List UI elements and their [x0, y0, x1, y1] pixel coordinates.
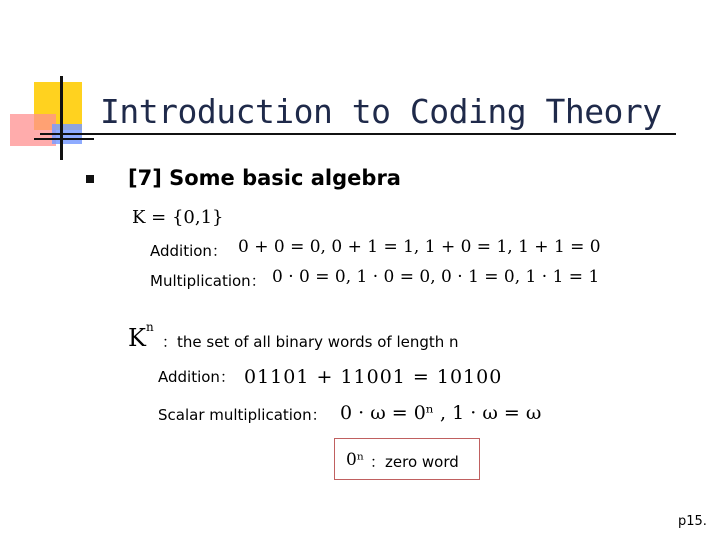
- word-addition-label: Addition：: [158, 368, 235, 386]
- addition-label: Addition：: [150, 242, 227, 260]
- decorative-short-line: [34, 138, 94, 140]
- multiplication-label: Multiplication：: [150, 272, 266, 290]
- word-addition-equation: 01101 + 11001 = 10100: [244, 366, 503, 388]
- bullet-square-icon: [86, 175, 94, 183]
- zero-word-description: ：zero word: [370, 453, 459, 471]
- title-underline: [40, 133, 676, 135]
- multiplication-equation: 0 · 0 = 0, 1 · 0 = 0, 0 · 1 = 0, 1 · 1 = 1: [272, 267, 600, 287]
- zero-word-symbol: 0ⁿ: [346, 450, 365, 470]
- kn-description: ：the set of all binary words of length n: [162, 333, 459, 351]
- page-number: p15.: [678, 514, 707, 529]
- decorative-vertical-line: [60, 76, 63, 160]
- bullet-heading: [7] Some basic algebra: [128, 166, 401, 190]
- scalar-multiplication-equation: 0 · ω = 0ⁿ , 1 · ω = ω: [340, 402, 542, 424]
- k-set-definition: K = {0,1}: [132, 207, 224, 228]
- kn-symbol: $K^n$: [128, 320, 154, 352]
- addition-equation: 0 + 0 = 0, 0 + 1 = 1, 1 + 0 = 1, 1 + 1 = 0: [238, 237, 601, 257]
- decorative-pink-square: [10, 114, 56, 146]
- slide-title: Introduction to Coding Theory: [100, 92, 662, 131]
- scalar-multiplication-label: Scalar multiplication：: [158, 406, 327, 424]
